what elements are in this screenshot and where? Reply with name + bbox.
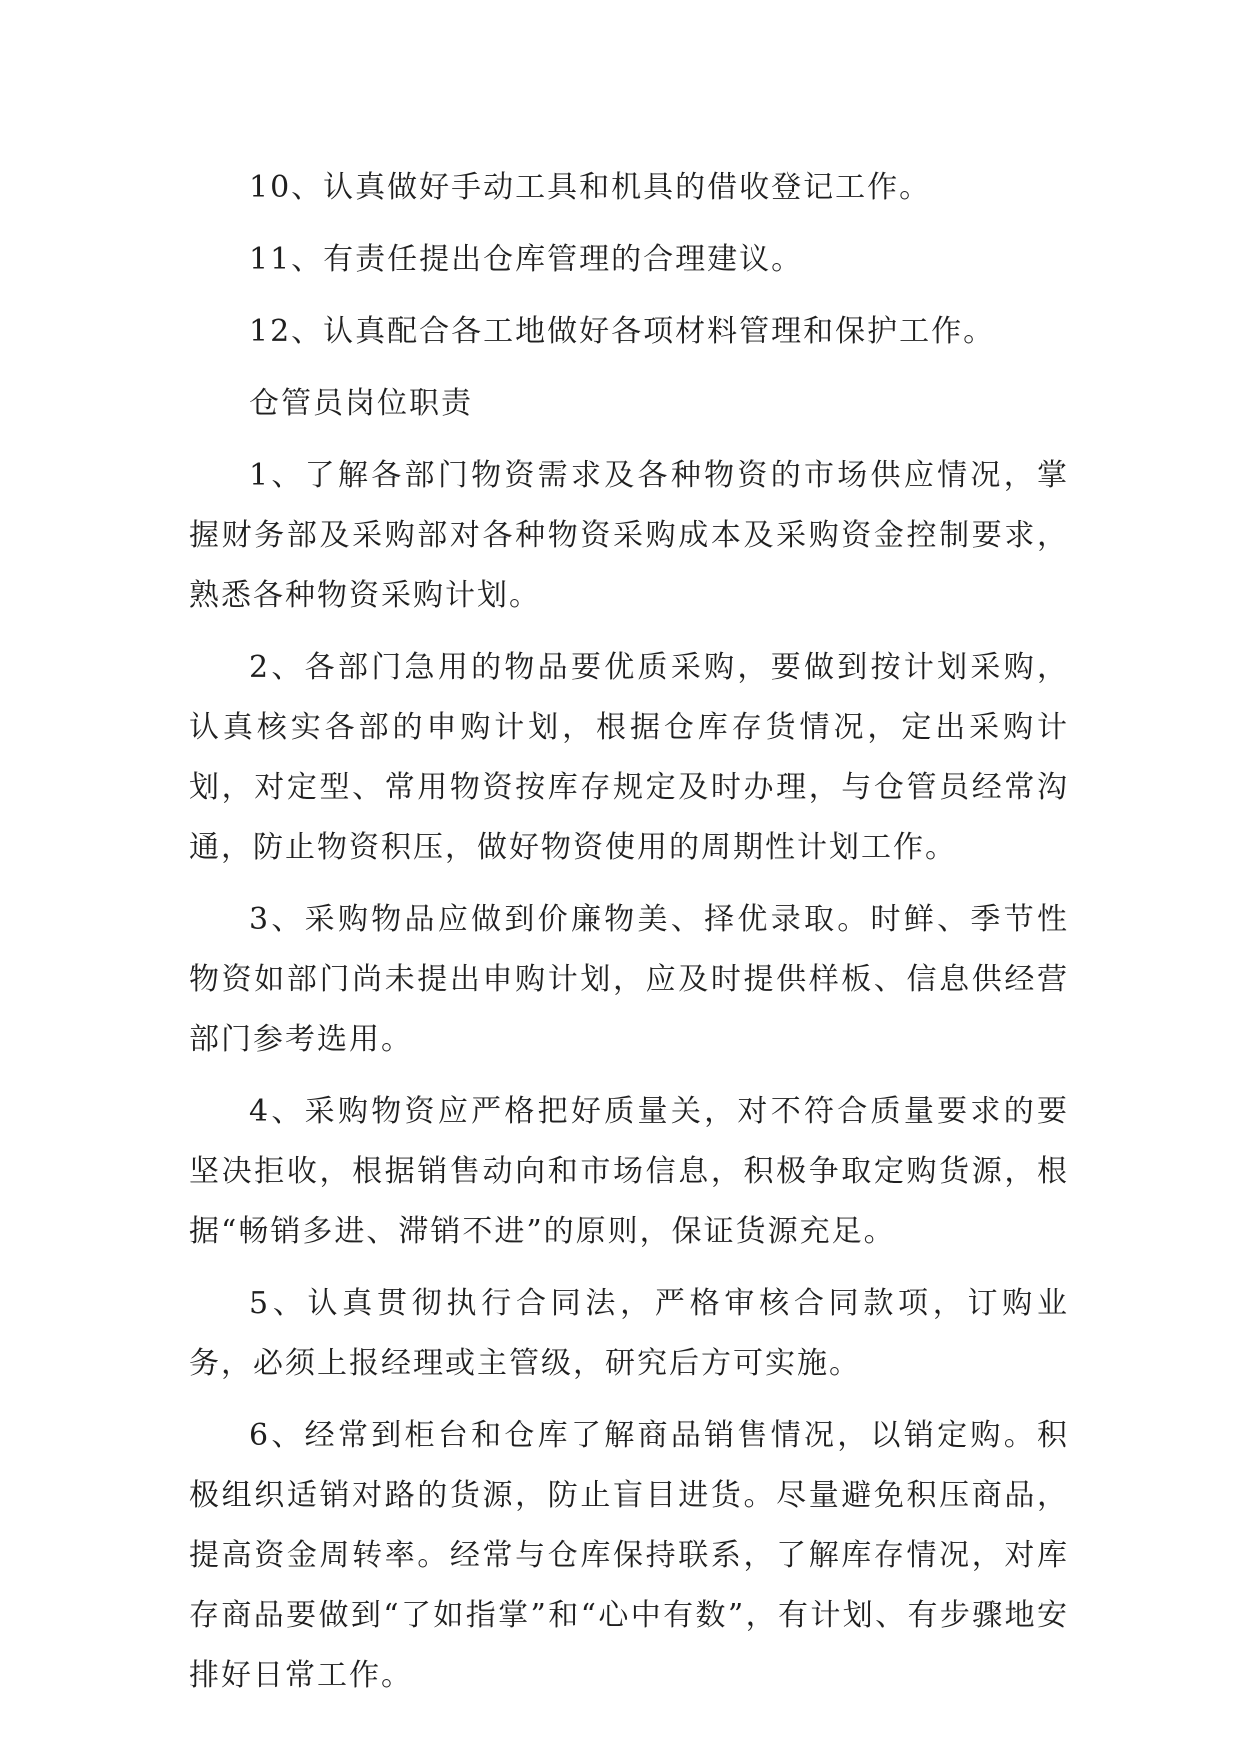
document-page xyxy=(189,158,1069,1706)
section-heading: 仓管员岗位职责 xyxy=(249,386,473,421)
paragraph-item-10: 10、认真做好手动工具和机具的借收登记工作。 xyxy=(249,170,932,205)
duty-item-1: 1、了解各部门物资需求及各种物资的市场供应情况，掌握财务部及采购部对各种物资采购成本及采购资金控制要求，熟悉各种物资采购计划。 xyxy=(189,458,1069,613)
duty-item-4: 4、采购物资应严格把好质量关，对不符合质量要求的要坚决拒收，根据销售动向和市场信息，积极争取定购货源，根据“畅销多进、滞销不进”的原则，保证货源充足。 xyxy=(189,1094,1069,1249)
paragraph-item-12: 12、认真配合各工地做好各项材料管理和保护工作。 xyxy=(249,314,996,349)
duty-item-2: 2、各部门急用的物品要优质采购，要做到按计划采购，认真核实各部的申购计划，根据仓库存货情况，定出采购计划，对定型、常用物资按库存规定及时办理，与仓管员经常沟通，防止物资积压，做好物资使用的周期性计划工作。 xyxy=(189,650,1069,865)
paragraph-item-11: 11、有责任提出仓库管理的合理建议。 xyxy=(249,242,804,277)
duty-item-5: 5、认真贯彻执行合同法，严格审核合同款项，订购业务，必须上报经理或主管级，研究后方可实施。 xyxy=(189,1286,1069,1381)
duty-item-6: 6、经常到柜台和仓库了解商品销售情况，以销定购。积极组织适销对路的货源，防止盲目进货。尽量避免积压商品，提高资金周转率。经常与仓库保持联系，了解库存情况，对库存商品要做到“了如指掌”和“心中有数”，有计划、有步骤地安排好日常工作。 xyxy=(189,1418,1069,1693)
duty-item-3: 3、采购物品应做到价廉物美、择优录取。时鲜、季节性物资如部门尚未提出申购计划，应及时提供样板、信息供经营部门参考选用。 xyxy=(189,902,1069,1057)
